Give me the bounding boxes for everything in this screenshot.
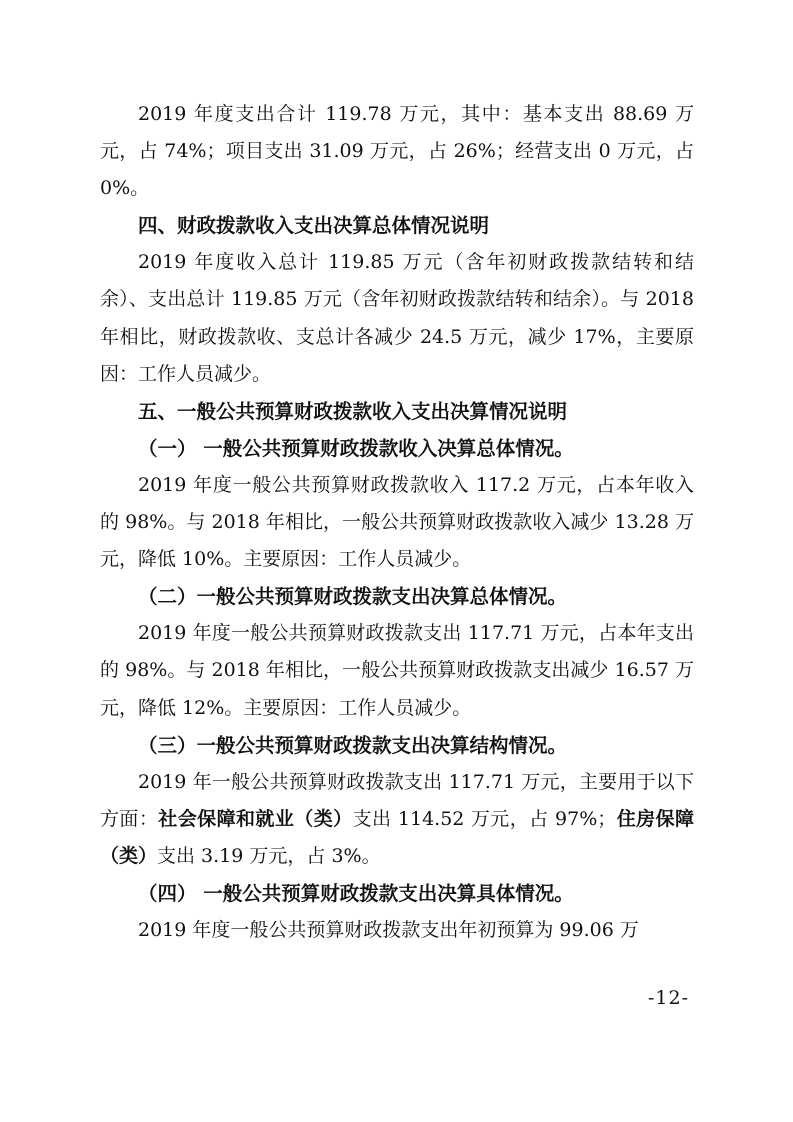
subsection-heading-5-4: （四） 一般公共预算财政拨款支出决算具体情况。 bbox=[138, 881, 574, 905]
category-housing-security: 住房保障（类） bbox=[100, 807, 694, 867]
paragraph-general-budget-expenditure: 2019 年度一般公共预算财政拨款支出 117.71 万元，占本年支出的 98%。与 2018 年相比，一般公共预算财政拨款支出减少 16.57 万元，降低 12%。主要原因：工作人员减少。 bbox=[100, 622, 694, 719]
page-body bbox=[100, 96, 694, 949]
subsection-heading-5-2: （二）一般公共预算财政拨款支出决算总体情况。 bbox=[138, 585, 568, 609]
section-heading-4: 四、财政拨款收入支出决算总体情况说明 bbox=[138, 214, 490, 238]
page-number: -12- bbox=[648, 987, 690, 1009]
subsection-heading-5-3: （三）一般公共预算财政拨款支出决算结构情况。 bbox=[138, 733, 568, 757]
paragraph-expenditure-summary: 2019 年度支出合计 119.78 万元，其中：基本支出 88.69 万元，占 74%；项目支出 31.09 万元，占 26%；经营支出 0 万元，占 0%。 bbox=[100, 103, 694, 200]
subsection-heading-5-1: （一） 一般公共预算财政拨款收入决算总体情况。 bbox=[138, 436, 574, 460]
paragraph-expenditure-structure bbox=[100, 764, 694, 875]
paragraph-fiscal-allocation-summary: 2019 年度收入总计 119.85 万元（含年初财政拨款结转和结余）、支出总计 119.85 万元（含年初财政拨款结转和结余）。与 2018 年相比，财政拨款收、支总计各减少 24.5 万元，减少 17%，主要原因：工作人员减少。 bbox=[100, 251, 694, 385]
structure-text-3: 支出 3.19 万元，占 3%。 bbox=[157, 844, 381, 867]
section-heading-5: 五、一般公共预算财政拨款收入支出决算情况说明 bbox=[138, 399, 568, 423]
structure-text-1: 2019 年一般公共预算财政拨款支出 117.71 万元，主要用于以下方面： bbox=[100, 770, 694, 830]
category-social-security: 社会保障和就业（类） bbox=[158, 807, 353, 830]
paragraph-expenditure-details: 2019 年度一般公共预算财政拨款支出年初预算为 99.06 万 bbox=[138, 919, 639, 942]
structure-text-2: 支出 114.52 万元，占 97%； bbox=[352, 807, 617, 830]
paragraph-general-budget-income: 2019 年度一般公共预算财政拨款收入 117.2 万元，占本年收入的 98%。与 2018 年相比，一般公共预算财政拨款收入减少 13.28 万元，降低 10%。主要原因：工作人员减少。 bbox=[100, 473, 694, 571]
